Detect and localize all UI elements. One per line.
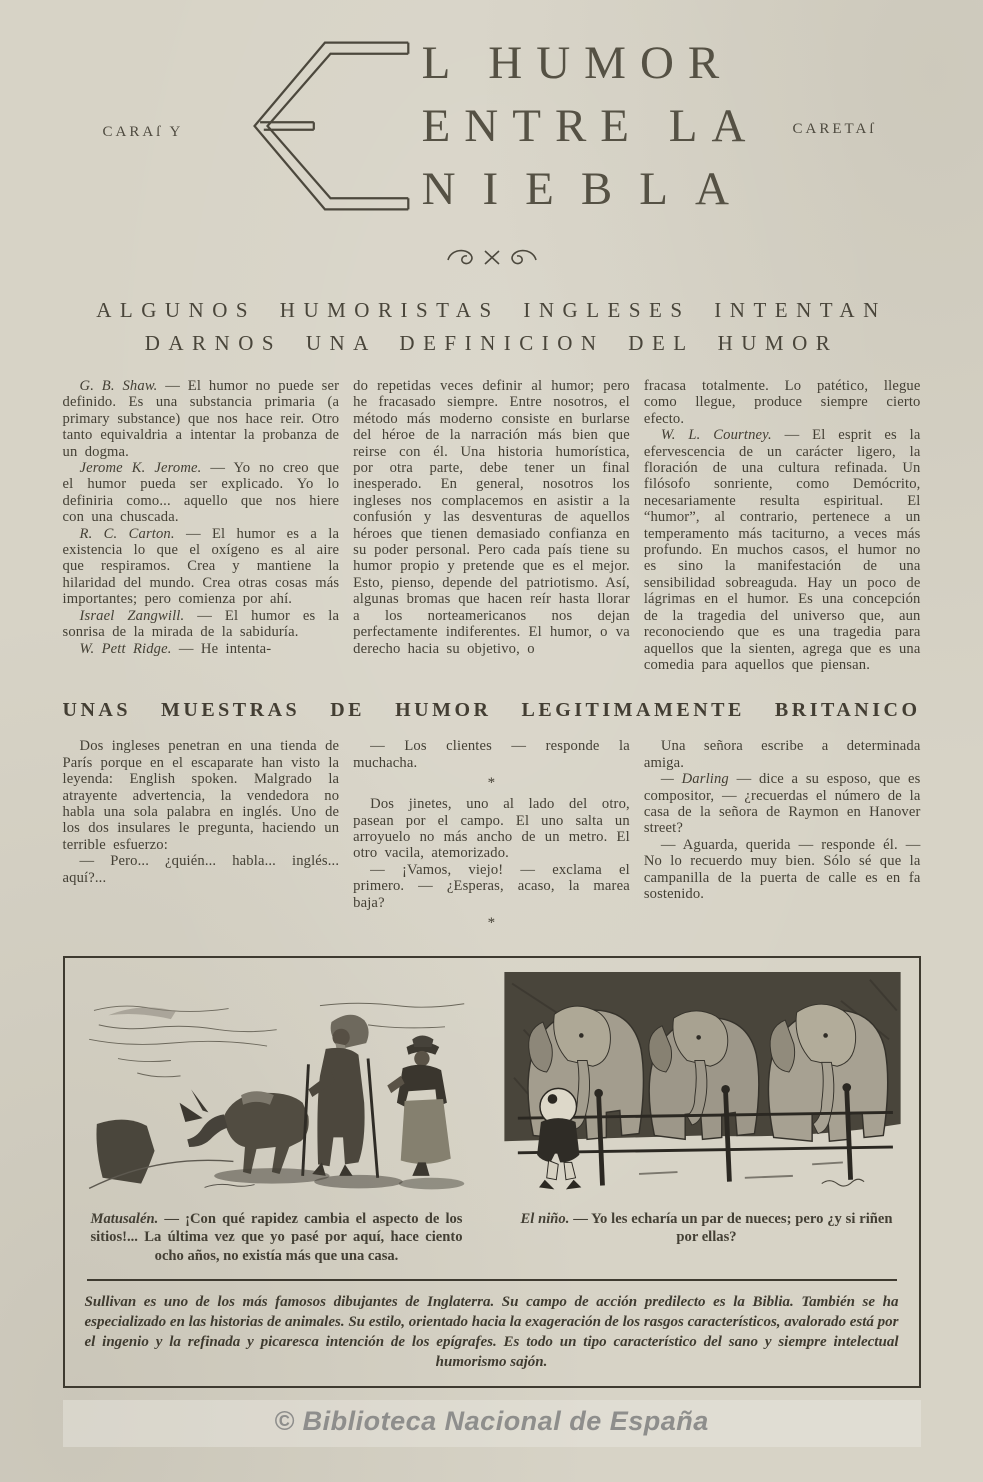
figure-box: [63, 956, 921, 1389]
paragraph: — ¡Vamos, viejo! — exclama el primero. — ¿Esperas, acaso, la marea baja?: [353, 861, 630, 911]
caption-row: [77, 1210, 907, 1266]
figure-caption-left: Matusalén. — ¡Con qué rapidez cambia el aspecto de los sitios!... La última vez que yo pasé por aquí, hace ciento ocho años, no existía más que una casa.: [90, 1210, 463, 1264]
section1-heading-line2: DARNOS UNA DEFINICION DEL HUMOR: [144, 331, 839, 355]
author-name: R. C. Carton.: [79, 525, 175, 542]
sullivan-note: Sullivan es uno de los más famosos dibujantes de Inglaterra. Su campo de acción predilecto es la Biblia. También se ha especializado en las historias de animales. Su estilo, orientado hacia la exageración de los rasgos característicos, avalorado está por el ingenio y la refinada y picaresca intención de los epígrafes. Es todo un tipo característico del sano y siempre intelectual humorismo sajón.: [84, 1294, 899, 1371]
star-separator: *: [487, 914, 496, 931]
paragraph: Una señora escribe a determinada amiga.: [643, 738, 921, 771]
decorative-initial-e-icon: [236, 30, 412, 222]
paragraph: Jerome K. Jerome. — Yo no creo que el humor pueda ser explicado. Yo lo definiria como... aquello que nos hiere con una chuscada.: [62, 460, 340, 526]
figure-row: [77, 972, 907, 1198]
article-column-3: [644, 378, 921, 673]
figure-caption-right: El niño. — Yo les echaría un par de nueces; pero ¿y si riñen por ellas?: [520, 1210, 893, 1246]
section1-columns: [63, 378, 921, 673]
methuselah-illustration: [77, 972, 486, 1198]
title-line-2: ENTRE LA: [421, 99, 760, 152]
old-man-figure: [302, 1015, 377, 1178]
artist-signature: [821, 1179, 863, 1186]
jokes-column-2: [353, 738, 630, 936]
jokes-column-3: [644, 738, 921, 936]
paragraph: — Darling — dice a su esposo, que es compositor, — ¿recuerdas el número de la casa de la señora de Raymon en Hanover street?: [643, 771, 921, 837]
footer-strip: [63, 1400, 921, 1447]
figure-right-elephants: [498, 972, 907, 1198]
child-figure: [537, 1088, 581, 1189]
paragraph: Dos ingleses penetran en una tienda de París porque en el escaparate han visto la leyenda: English spoken. Malgrado la atrayente advertencia, la vendedora no habla una sola palabra en inglés. Uno de los dos insulares le pregunta, haciendo un terrible esfuerzo:: [62, 738, 340, 853]
title-line-1: L HUMOR: [421, 36, 734, 89]
paragraph: R. C. Carton. — El humor es a la existencia lo que el oxígeno es al aire que respiramos. Crea y mantiene la hilaridad del mundo. Crea otras cosas más importantes; pero comienza por ahí.: [62, 525, 340, 608]
author-name: Israel Zangwill.: [79, 607, 185, 624]
donkey-figure: [179, 1089, 308, 1174]
paragraph: — Pero... ¿quién... habla... inglés... aquí?...: [62, 853, 340, 886]
masthead-left: CARAſ Y: [102, 124, 184, 140]
paragraph: W. L. Courtney. — El esprit es la efervescencia de un carácter ligero, la floración de una cultura refinada. Un filósofo sonriente, como Demócrito, necesariamente resulta espiritual. El “humor”, al contrario, pertenece a un temperamento más taciturno, a veces más profundo. En muchos casos, el humor no es sino la manifestación de una sensibilidad sobreaguda. Hay un poco de lágrimas en el humor. Es una concepción de la tragedia del universo que, aun reconociendo que es una tragedia para aquellos que la sienten, agrega que es una comedia para aquellos que piensan.: [643, 427, 921, 673]
section1-heading: [63, 294, 921, 360]
paragraph: do repetidas veces definir al humor; pero he fracasado siempre. Entre nosotros, el método más moderno consiste en burlarse del héroe de la narración más bien que reirse con él. Una historia humorística, por otra parte, debe tener un final inesperado. En general, nosotros los ingleses nos complacemos en asistir a la confusión y las desventuras de aquellos héroes que tienen demasiado confianza en su poder personal. Pero cada país tiene su humor propio y pretende que es el mejor. Esto, pienso, depende del patriotismo. Así, algunas bromas que hacen reír hasta llorar a los norteamericanos nos dejan perfectamente indiferentes. El humor, o va derecho hacia su objetivo, o: [353, 378, 630, 657]
section2-heading: UNAS MUESTRAS DE HUMOR LEGITIMAMENTE BRITANICO: [62, 699, 921, 722]
paragraph: G. B. Shaw. — El humor no puede ser definido. Es una substancia primaria (a primary substance) que nos hace reir. Otro tanto equivaldria a intentar la probanza de un dogma.: [62, 378, 340, 460]
caption-speaker: El niño.: [520, 1210, 570, 1227]
article-column-2: [353, 378, 630, 673]
flourish-divider-icon: [444, 244, 540, 270]
author-name: G. B. Shaw.: [79, 378, 158, 394]
dialogue-lead: — Darling: [660, 771, 729, 788]
caption-note-divider: [87, 1279, 897, 1281]
paragraph: Israel Zangwill. — El humor es la sonrisa de la mirada de la sabiduría.: [62, 607, 340, 641]
title-lines: [422, 32, 760, 221]
elephants-illustration: [498, 972, 907, 1198]
page-title: [69, 30, 927, 222]
library-credit: © Biblioteca Nacional de España: [274, 1406, 709, 1437]
paragraph: Dos jinetes, uno al lado del otro, pasean por el campo. El uno salta un arroyuelo no más ancho de un metro. El otro vacila, atemorizado.: [353, 796, 630, 862]
figure-left-methuselah: [77, 972, 486, 1198]
caption-speaker: Matusalén.: [90, 1210, 159, 1227]
paragraph: — Aguarda, querida — responde él. — No lo recuerdo muy bien. Sólo sé que la campanilla de la puerta de calle es en fa sostenido.: [643, 836, 921, 902]
paragraph: fracasa totalmente. Lo patético, llegue como llegue, produce siempre cierto efecto.: [643, 378, 921, 427]
magazine-page: [63, 0, 921, 1447]
paragraph: — Los clientes — responde la muchacha.: [353, 738, 630, 771]
section1-heading-line1: ALGUNOS HUMORISTAS INGLESES INTENTAN: [96, 298, 887, 322]
article-column-1: [63, 378, 340, 673]
author-name: Jerome K. Jerome.: [79, 460, 202, 477]
author-name: W. Pett Ridge.: [79, 640, 172, 657]
paragraph: W. Pett Ridge. — He intenta-: [79, 640, 272, 657]
elephant-3: [768, 1004, 887, 1141]
section2-columns: [63, 738, 921, 936]
masthead-right: CARETAſ: [792, 121, 877, 137]
companion-figure: [387, 1035, 450, 1175]
author-name: W. L. Courtney.: [660, 427, 772, 444]
jokes-column-1: [63, 738, 340, 936]
title-line-3: NIEBLA: [421, 162, 756, 215]
star-separator: *: [487, 775, 496, 792]
